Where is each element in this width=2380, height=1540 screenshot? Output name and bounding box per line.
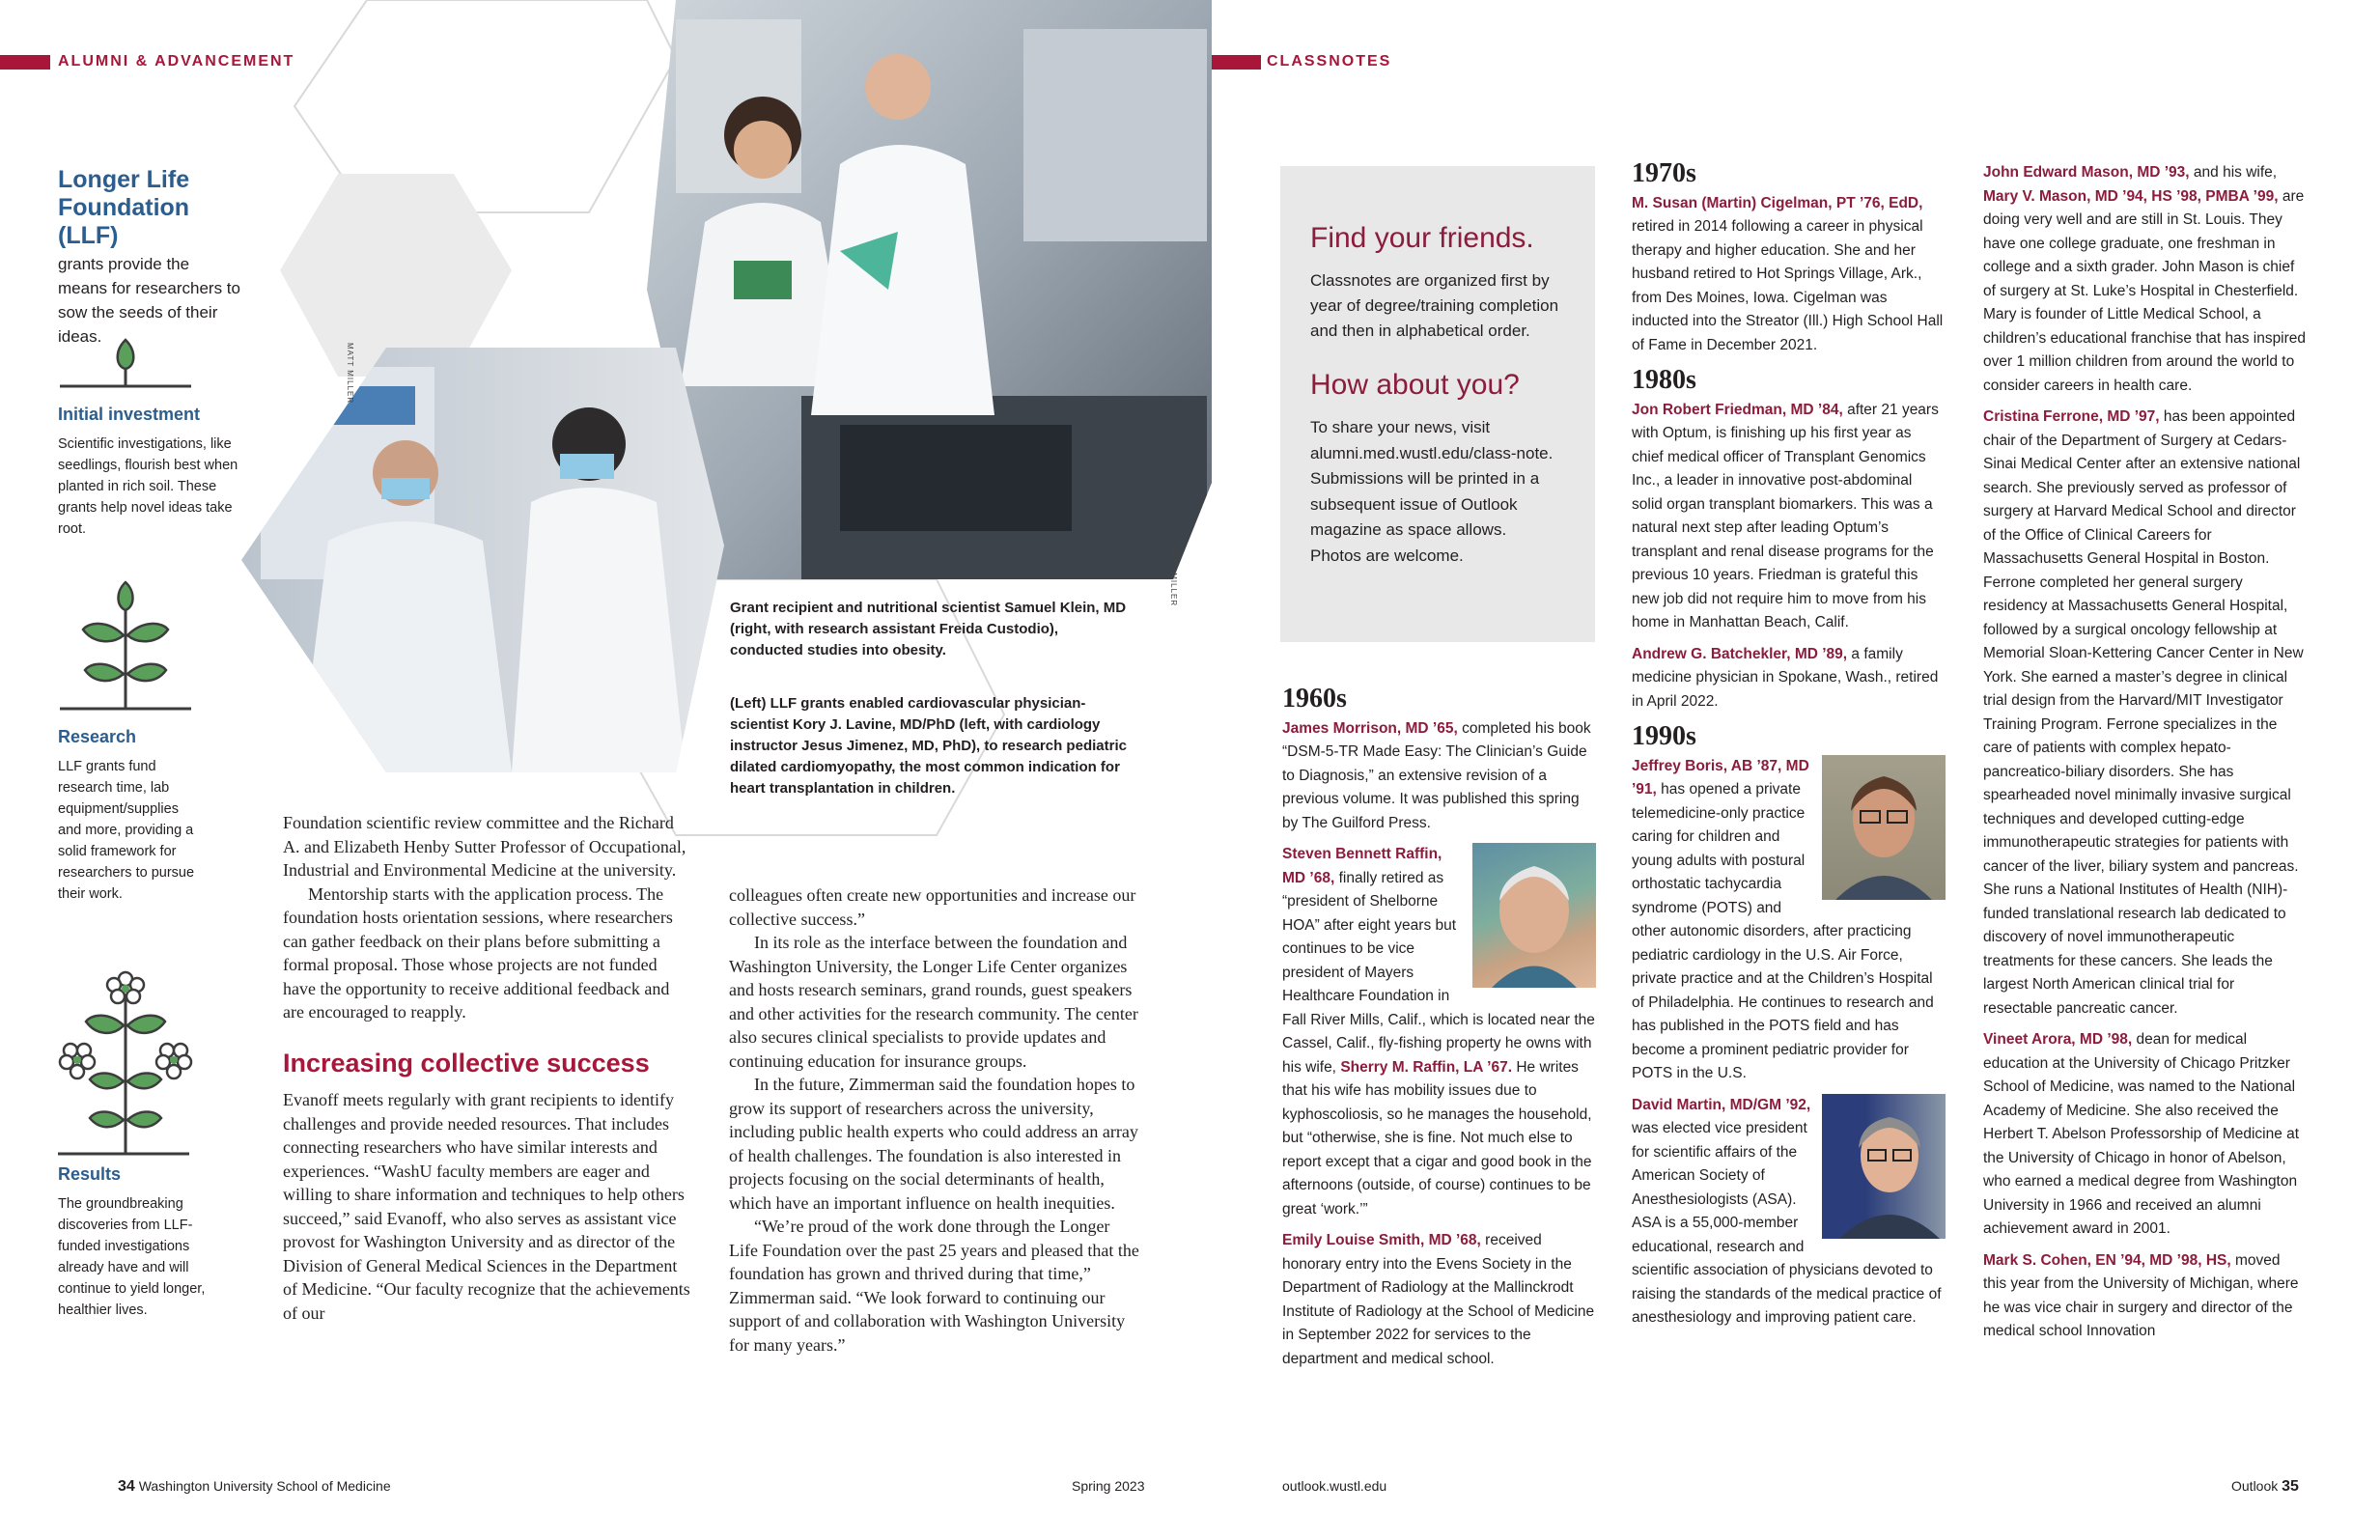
photo-credit-1: MATT MILLER [346, 343, 354, 405]
right-section-label: CLASSNOTES [1267, 53, 1392, 70]
page-number-left: 34 [118, 1478, 135, 1495]
decade-heading: 1990s [1632, 721, 1696, 751]
alumni-name: John Edward Mason, MD ’93, [1983, 164, 2190, 181]
alumni-name: Jeffrey Boris, AB ’87, MD ’91, [1632, 757, 1809, 798]
stage-heading-research: Research [58, 727, 137, 746]
classnote-entry: Jeffrey Boris, AB ’87, MD ’91, has opened a private telemedicine-only practice caring for children and young adults with postural orthostatic tachycardia syndrome (POTS) and other autonomic disorders, after practicing pediatric cardiology in the U.S. Air Force, private practice and at the Children’s Hospital of Philadelphia. He continues to research and has published in the POTS field and has become a prominent pediatric provider for POTS in the U.S. [1632, 757, 1934, 1081]
footer-left [118, 1478, 391, 1496]
article-paragraph: Foundation scientific review committee and the Richard A. and Elizabeth Henby Sutter Professor of Occupational, Industrial and Environmental Medicine at the university. [283, 813, 686, 880]
alumni-name: Vineet Arora, MD ’98, [1983, 1031, 2133, 1048]
lab-photo-left [222, 338, 743, 782]
alumni-name: Steven Bennett Raffin, MD ’68, [1282, 846, 1442, 886]
alumni-name: M. Susan (Martin) Cigelman, PT ’76, EdD, [1632, 194, 1923, 211]
classnotes-info-box [1280, 166, 1595, 642]
classnotes-column-2 [1632, 158, 1946, 1338]
article-paragraph: colleagues often create new opportunities and increase our collective success.” [729, 885, 1136, 929]
article-column-2 [729, 883, 1139, 1357]
alumni-name: Emily Louise Smith, MD ’68, [1282, 1232, 1481, 1248]
find-friends-text: Classnotes are organized first by year of degree/training completion and then in alphabetical order. [1310, 271, 1559, 340]
alumni-name: Andrew G. Batchekler, MD ’89, [1632, 645, 1848, 662]
footer-season: Spring 2023 [1072, 1478, 1145, 1494]
stage-text-initial: Scientific investigations, like seedlings, flourish best when planted in rich soil. These grants help novel ideas take root. [58, 436, 238, 537]
footer-right [2231, 1478, 2299, 1496]
article-paragraph: Mentorship starts with the application process. The foundation hosts orientation sessions, where researchers can gather feedback on their plans before submitting a formal proposal. Those whose projects are not funded have the opportunity to receive additional feedback and are encouraged to reapply. [283, 883, 673, 1022]
classnote-entry: Steven Bennett Raffin, MD ’68, finally retired as “president of Shelborne HOA” after eight years but continues to be vice president of Mayers Healthcare Foundation in Fall River Mills, Calif., which is located near the Cassel, Calif., fly-fishing property he owns with his wife, Sherry M. Raffin, LA ’67. He writes that his wife has mobility issues due to kyphoscoliosis, so he manages the household, but “otherwise, she is fine. Not much else to report except that a cigar and good book in the afternoons (outside, of course) continues to be great ‘work.’” [1282, 846, 1595, 1218]
classnote-entry: Jon Robert Friedman, MD ’84, after 21 years with Optum, is finishing up his first year as chief medical officer of Transplant Genomics Inc., a leader in innovative post-abdominal solid organ transplant biomarkers. This was a natural next step after leading Optum’s transplant and renal disease programs for the previous 10 years. Friedman is grateful this new job did not require him to move from his home in Manhattan Beach, Calif. [1632, 401, 1939, 630]
photo-credit-2: MATT MILLER [1169, 546, 1178, 607]
classnote-entry: Emily Louise Smith, MD ’68, received honorary entry into the Evens Society in the Department of Radiology at the Mallinckrodt Institute of Radiology at the School of Medicine in September 2022 for services to the department and medical school. [1282, 1232, 1595, 1367]
alumni-photo-boris [1822, 755, 1946, 900]
section-heading: Increasing collective success [283, 1048, 650, 1078]
footer-url: outlook.wustl.edu [1282, 1478, 1387, 1494]
article-paragraph: “We’re proud of the work done through the Longer Life Foundation over the past 25 years and pleased that the foundation has grown and thrived during that time,” Zimmerman said. “We look forward to continuing our support of and collaboration with Washington University for many years.” [729, 1217, 1139, 1355]
stage-heading-results: Results [58, 1164, 122, 1184]
decade-heading: 1960s [1282, 684, 1347, 714]
page-number-right: 35 [2282, 1478, 2299, 1495]
how-about-you-text: To share your news, visit alumni.med.wustl.edu/class-note. Submissions will be printed in a subsequent issue of Outlook magazine as space allows. Photos are welcome. [1310, 418, 1554, 565]
classnote-entry: Andrew G. Batchekler, MD ’89, a family medicine physician in Spokane, Wash., retired in April 2022. [1632, 645, 1939, 710]
article-paragraph: Evanoff meets regularly with grant recipients to identify challenges and provide needed resources. That includes connecting researchers who have similar interests and experiences. “WashU faculty members are eager and willing to share information and techniques to help others succeed,” said Evanoff, who also serves as assistant vice provost for Washington University and as director of the Division of General Medical Sciences in the Department of Medicine. “Our faculty recognize that the achievements of our [283, 1090, 690, 1323]
seedling-icon [60, 338, 195, 390]
footer-right-title: Outlook [2231, 1478, 2279, 1494]
article-paragraph: In the future, Zimmerman said the foundation hopes to grow its support of researchers across the university, including public health experts who could address an array of health challenges. The foundation is also interested in projects focusing on the social determinants of health, which have an important influence on health inequities. [729, 1075, 1138, 1213]
alumni-name: James Morrison, MD ’65, [1282, 719, 1458, 737]
classnote-entry: James Morrison, MD ’65, completed his book “DSM-5-TR Made Easy: The Clinician’s Guide to Diagnosis,” an extensive revision of a previous volume. It was published this spring by The Guilford Press. [1282, 719, 1591, 831]
sidebar-title: Longer Life Foundation (LLF) [58, 166, 190, 249]
article-column-1 [283, 811, 693, 1325]
plant-icon [60, 577, 195, 713]
classnote-entry: M. Susan (Martin) Cigelman, PT ’76, EdD, retired in 2014 following a career in physical therapy and higher education. She and her husband retired to Hot Springs Village, Ark., from Des Moines, Iowa. Cigelman was inducted into the Streator (Ill.) High School Hall of Fame in December 2021. [1632, 194, 1944, 353]
flowering-plant-icon [53, 966, 198, 1159]
stage-text-research: LLF grants fund research time, lab equipment/supplies and more, providing a solid framework for researchers to pursue their work. [58, 759, 195, 902]
alumni-name: David Martin, MD/GM ’92, [1632, 1096, 1811, 1113]
lab-photo-top [647, 0, 1217, 589]
how-about-you-heading: How about you? [1310, 369, 1520, 401]
caption-top: Grant recipient and nutritional scientist Samuel Klein, MD (right, with research assistant Freida Custodio), conducted studies into obesity. [730, 600, 1127, 658]
alumni-photo-martin [1822, 1094, 1946, 1239]
classnote-entry: John Edward Mason, MD ’93, and his wife, Mary V. Mason, MD ’94, HS ’98, PMBA ’99, are doing very well and are still in St. Louis. They have one college graduate, one freshman in college and a sixth grader. John Mason is chief of surgery at St. Luke’s Hospital in Chesterfield. Mary is founder of Little Medical School, a children’s educational franchise that has inspired over 1 million children from around the world to consider careers in health care. [1983, 164, 2307, 394]
find-friends-heading: Find your friends. [1310, 222, 1534, 254]
classnotes-column-1 [1282, 684, 1596, 1379]
classnote-entry: Cristina Ferrone, MD ’97, has been appointed chair of the Department of Surgery at Cedars-Sinai Medical Center after an extensive national search. She previously served as professor of surgery at Harvard Medical School and director of the Office of Clinical Careers for Massachusetts General Hospital in Boston. Ferrone completed her general surgery residency at Massachusetts General Hospital, followed by a surgical oncology fellowship at Memorial Sloan-Kettering Cancer Center in New York. She earned a master’s degree in clinical trial design from the Harvard/MIT Investigator Training Program. Ferrone specializes in the care of patients with complex hepato-pancreatico-biliary disorders. She has spearheaded novel minimally invasive surgical techniques and developed cutting-edge immunotherapeutic strategies for patients with cancer of the liver, biliary system and pancreas. She runs a National Institutes of Health (NIH)-funded translational research lab dedicated to discovery of novel immunotherapeutic treatments for these cancers. She leads the largest North American clinical trial for resectable pancreatic cancer. [1983, 408, 2304, 1017]
alumni-name: Cristina Ferrone, MD ’97, [1983, 408, 2160, 425]
left-section-label: ALUMNI & ADVANCEMENT [58, 53, 295, 70]
footer-left-title: Washington University School of Medicine [138, 1478, 391, 1494]
classnote-entry: David Martin, MD/GM ’92, was elected vice president for scientific affairs of the American Society of Anesthesiologists (ASA). ASA is a 55,000-member educational, research and scientific association of physicians devoted to raising the standards of the medical practice of anesthesiology and improving patient care. [1632, 1096, 1942, 1326]
stage-heading-initial: Initial investment [58, 405, 201, 424]
left-header-bar [0, 55, 50, 70]
classnote-entry: Vineet Arora, MD ’98, dean for medical education at the University of Chicago Pritzker School of Medicine, was named to the National Academy of Medicine. She also received the Herbert T. Abelson Professorship of Medicine at the University of Chicago in honor of Abelson, who earned a medical degree from Washington University in 1966 and received an alumni achievement award in 2001. [1983, 1031, 2300, 1237]
alumni-photo-raffin [1472, 843, 1596, 988]
stage-text-results: The groundbreaking discoveries from LLF-funded investigations already have and will continue to yield longer, healthier lives. [58, 1196, 206, 1318]
sidebar-intro: grants provide the means for researchers to sow the seeds of their ideas. [58, 255, 240, 346]
alumni-name: Mark S. Cohen, EN ’94, MD ’98, HS, [1983, 1251, 2231, 1269]
article-paragraph: In its role as the interface between the foundation and Washington University, the Longer Life Center organizes and hosts research seminars, grand rounds, guest speakers and other activities for the research community. The center also secures clinical specialists to provide updates and continuing education for insurance groups. [729, 933, 1138, 1071]
sidebar [58, 166, 251, 349]
caption-left: (Left) LLF grants enabled cardiovascular physician-scientist Kory J. Lavine, MD/PhD (left, with cardiology instructor Jesus Jimenez, MD, PhD), to research pediatric dilated cardiomyopathy, the most common indication for heart transplantation in children. [730, 695, 1127, 797]
classnote-entry: Mark S. Cohen, EN ’94, MD ’98, HS, moved this year from the University of Michigan, where he was vice chair in surgery and director of the medical school Innovation [1983, 1251, 2299, 1339]
decade-heading: 1970s [1632, 158, 1696, 188]
alumni-name: Jon Robert Friedman, MD ’84, [1632, 401, 1843, 418]
classnotes-column-3 [1983, 161, 2307, 1352]
decade-heading: 1980s [1632, 365, 1696, 395]
